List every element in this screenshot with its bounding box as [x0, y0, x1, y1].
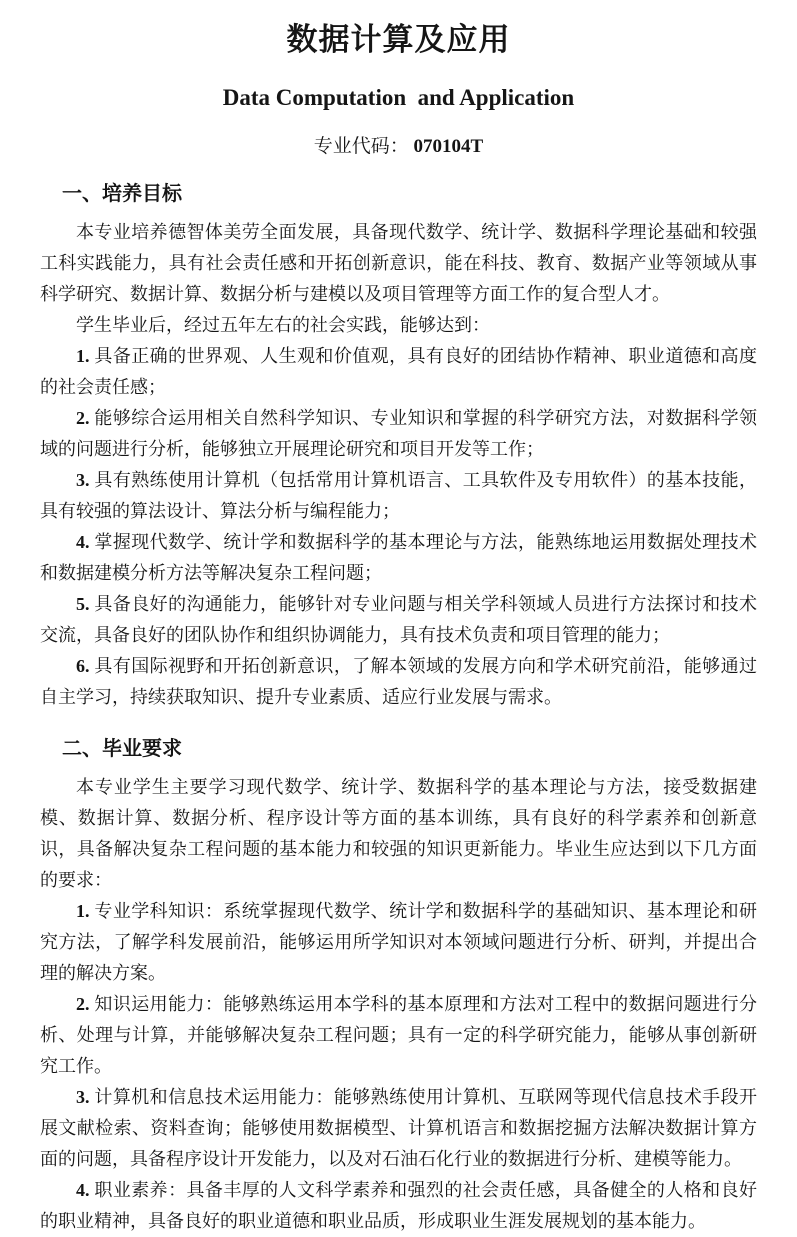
- paragraph: 1. 专业学科知识：系统掌握现代数学、统计学和数据科学的基础知识、基本理论和研究方法，了解学科发展前沿，能够运用所学知识对本领域问题进行分析、研判，并提出合理的解决方案。: [40, 901, 758, 983]
- major-code-line: [40, 131, 757, 158]
- paragraph: 6. 具有国际视野和开拓创新意识，了解本领域的发展方向和学术研究前沿，能够通过自主学习，持续获取知识、提升专业素质、适应行业发展与需求。: [40, 656, 758, 707]
- paragraph: 本专业学生主要学习现代数学、统计学、数据科学的基本理论与方法，接受数据建模、数据计算、数据分析、程序设计等方面的基本训练，具有良好的科学素养和创新意识，具备解决复杂工程问题的基本能力和较强的知识更新能力。毕业生应达到以下几方面的要求：: [40, 777, 757, 890]
- list-number: 6.: [76, 656, 95, 676]
- major-code-label: 专业代码：: [313, 136, 409, 157]
- list-number: 4.: [76, 1180, 95, 1200]
- list-number: 3.: [76, 470, 95, 490]
- page-title: 数据计算及应用: [286, 22, 511, 57]
- paragraph: 4. 职业素养：具备丰厚的人文科学素养和强烈的社会责任感，具备健全的人格和良好的职业精神，具备良好的职业道德和职业品质，形成职业生涯发展规划的基本能力。: [40, 1180, 758, 1231]
- list-number: 1.: [76, 901, 95, 921]
- paragraph: 1. 具备正确的世界观、人生观和价值观，具有良好的团结协作精神、职业道德和高度的社会责任感；: [40, 346, 758, 397]
- paragraph: 3. 计算机和信息技术运用能力：能够熟练使用计算机、互联网等现代信息技术手段开展文献检索、资料查询；能够使用数据模型、计算机语言和数据挖掘方法解决数据计算方面的问题，具备程序设计开发能力，以及对石油石化行业的数据进行分析、建模等能力。: [40, 1087, 758, 1169]
- list-number: 2.: [76, 408, 95, 428]
- paragraph: 2. 能够综合运用相关自然科学知识、专业知识和掌握的科学研究方法，对数据科学领域的问题进行分析，能够独立开展理论研究和项目开发等工作；: [40, 408, 758, 459]
- section-heading: 二、毕业要求: [62, 738, 182, 760]
- list-number: 4.: [76, 532, 95, 552]
- list-number: 5.: [76, 594, 95, 614]
- paragraph: 学生毕业后，经过五年左右的社会实践，能够达到：: [76, 315, 490, 335]
- page-title-english: Data Computation and Application: [222, 85, 575, 110]
- list-number: 3.: [76, 1087, 95, 1107]
- list-number: 2.: [76, 994, 95, 1014]
- list-number: 1.: [76, 346, 95, 366]
- paragraph: 本专业培养德智体美劳全面发展，具备现代数学、统计学、数据科学理论基础和较强工科实践能力，具有社会责任感和开拓创新意识，能在科技、教育、数据产业等领域从事科学研究、数据计算、数据分析与建模以及项目管理等方面工作的复合型人才。: [40, 222, 757, 304]
- document-body: [40, 177, 757, 1237]
- section-heading: 一、培养目标: [62, 183, 182, 205]
- paragraph: 2. 知识运用能力：能够熟练运用本学科的基本原理和方法对工程中的数据问题进行分析、处理与计算，并能够解决复杂工程问题；具有一定的科学研究能力，能够从事创新研究工作。: [40, 994, 758, 1076]
- paragraph: 3. 具有熟练使用计算机（包括常用计算机语言、工具软件及专用软件）的基本技能，具有较强的算法设计、算法分析与编程能力；: [40, 470, 758, 521]
- paragraph: 4. 掌握现代数学、统计学和数据科学的基本理论与方法，能熟练地运用数据处理技术和数据建模分析方法等解决复杂工程问题；: [40, 532, 758, 583]
- major-code-value: 070104T: [413, 136, 484, 157]
- paragraph: 5. 具备良好的沟通能力，能够针对专业问题与相关学科领域人员进行方法探讨和技术交流，具备良好的团队协作和组织协调能力，具有技术负责和项目管理的能力；: [40, 594, 758, 645]
